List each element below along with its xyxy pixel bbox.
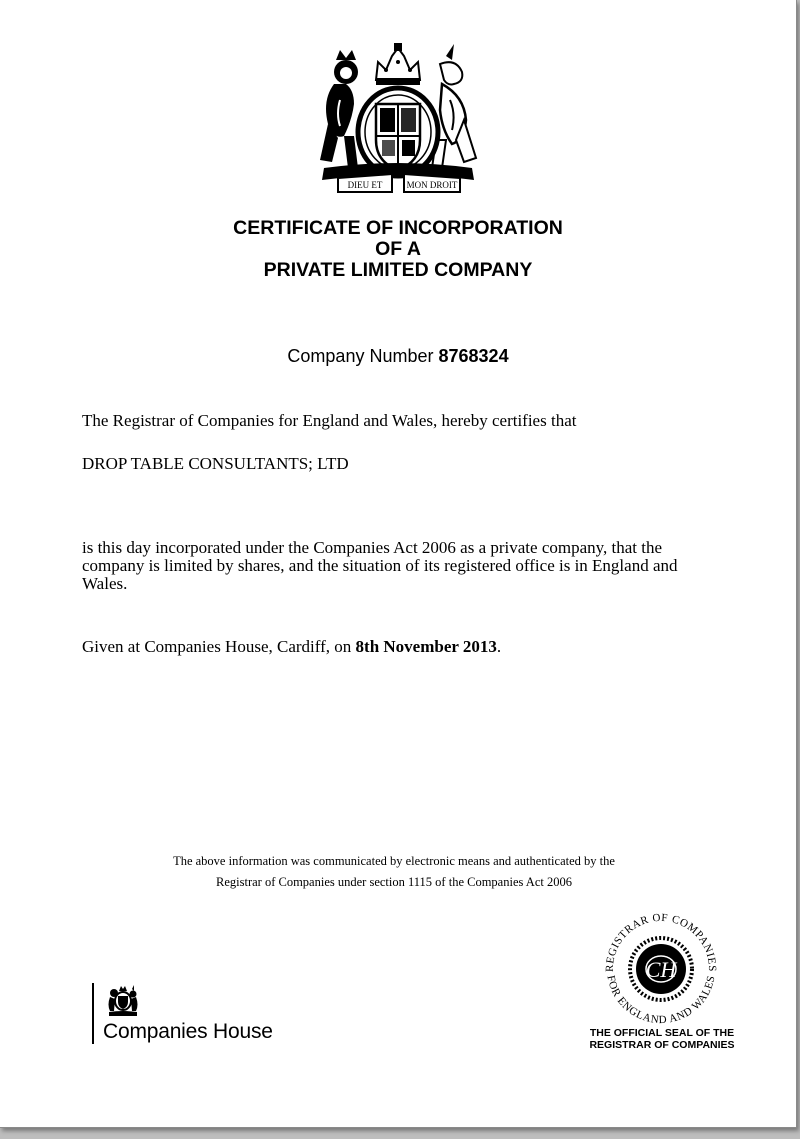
- logo-divider: [92, 983, 94, 1044]
- seal-ring-bottom: FOR ENGLAND AND WALES: [604, 974, 718, 1027]
- seal-caption-line-2: REGISTRAR OF COMPANIES: [589, 1039, 735, 1051]
- companies-house-name: Companies House: [103, 1020, 273, 1043]
- company-number-label: Company Number: [287, 346, 434, 366]
- title-line-1: CERTIFICATE OF INCORPORATION: [233, 217, 563, 239]
- certifies-text: The Registrar of Companies for England and Wales, hereby certifies that: [82, 411, 577, 430]
- official-seal-icon: [598, 906, 724, 1032]
- given-at-line: [82, 637, 742, 657]
- given-at-prefix: Given at Companies House, Cardiff, on: [82, 637, 352, 656]
- companies-house-logo: [92, 983, 292, 1045]
- company-number-line: [0, 346, 796, 367]
- seal-ring-top: REGISTRAR OF COMPANIES: [603, 911, 719, 973]
- authentication-note: [0, 851, 788, 893]
- royal-coat-of-arms-icon: [314, 40, 482, 195]
- given-date: 8th November 2013: [355, 637, 497, 656]
- company-name: DROP TABLE CONSULTANTS; LTD: [82, 454, 349, 473]
- title-line-2: OF A: [375, 238, 421, 260]
- authentication-line-2: Registrar of Companies under section 1115 of the Companies Act 2006: [216, 875, 572, 889]
- svg-text:DIEU ET: DIEU ET: [347, 180, 383, 190]
- seal-caption-line-1: THE OFFICIAL SEAL OF THE: [589, 1027, 735, 1039]
- title-line-3: PRIVATE LIMITED COMPANY: [263, 259, 533, 281]
- svg-text:MON DROIT: MON DROIT: [406, 180, 458, 190]
- seal-monogram: CH: [645, 957, 677, 982]
- seal-caption: [560, 1027, 764, 1051]
- given-at-suffix: .: [496, 637, 502, 656]
- authentication-line-1: The above information was communicated by electronic means and authenticated by the: [173, 854, 615, 868]
- certificate-title: [0, 218, 796, 281]
- company-number-value: 8768324: [438, 346, 509, 366]
- companies-house-crest-icon: [106, 985, 140, 1017]
- incorporation-text: is this day incorporated under the Companies Act 2006 as a private company, that the company is limited by shares, and the situation of its registered office is in England and Wales.: [82, 538, 678, 593]
